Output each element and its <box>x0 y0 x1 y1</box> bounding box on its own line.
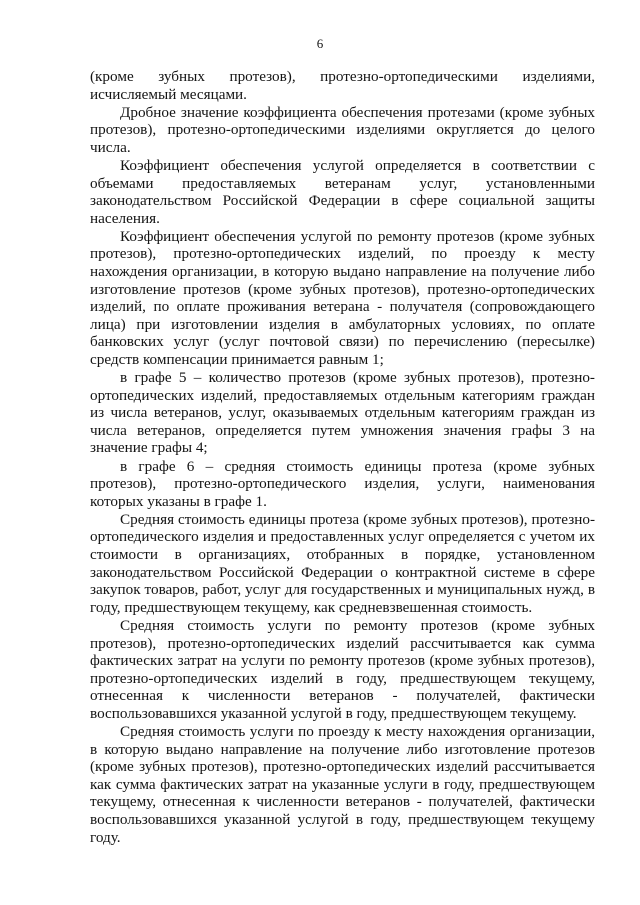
paragraph-continuation: (кроме зубных протезов), протезно-ортопедическими изделиями, исчисляемый месяцами. <box>90 68 595 103</box>
page-number: 6 <box>316 36 324 51</box>
paragraph: Коэффициент обеспечения услугой определяется в соответствии с объемами предоставляемых ветеранам услуг, установленными законодательством Российской Федерации в сфере социальной защиты населения. <box>90 156 595 227</box>
document-body <box>90 68 595 847</box>
paragraph: Дробное значение коэффициента обеспечения протезами (кроме зубных протезов), протезно-ортопедическими изделиями округляется до целого числа. <box>90 103 595 156</box>
paragraph: Коэффициент обеспечения услугой по ремонту протезов (кроме зубных протезов), протезно-ортопедических изделий, по проезду к месту нахождения организации, в которую выдано направление на получение либо изготовление протезов (кроме зубных протезов), протезно-ортопедических изделий, по оплате проживания ветерана - получателя (сопровождающего лица) при изготовлении изделия в амбулаторных условиях, по оплате банковских услуг (услуг почтовой связи) по перечислению (пересылке) средств компенсации принимается равным 1; <box>90 227 595 368</box>
paragraph: Средняя стоимость услуги по ремонту протезов (кроме зубных протезов), протезно-ортопедических изделий рассчитывается как сумма фактических затрат на услуги по ремонту протезов (кроме зубных протезов), протезно-ортопедических изделий в году, предшествующем текущему, отнесенная к численности ветеранов - получателей, фактически воспользовавшихся указанной услугой в году, предшествующем текущему. <box>90 616 595 722</box>
paragraph: в графе 6 – средняя стоимость единицы протеза (кроме зубных протезов), протезно-ортопедического изделия, услуги, наименования которых указаны в графе 1. <box>90 457 595 510</box>
paragraph: Средняя стоимость услуги по проезду к месту нахождения организации, в которую выдано направление на получение либо изготовление протезов (кроме зубных протезов), протезно-ортопедических изделий рассчитывается как сумма фактических затрат на указанные услуги в году, предшествующем текущему, отнесенная к численности ветеранов - получателей, фактически воспользовавшихся указанной услугой в году, предшествующем текущему году. <box>90 722 595 846</box>
paragraph: в графе 5 – количество протезов (кроме зубных протезов), протезно-ортопедических изделий, предоставляемых отдельным категориям граждан из числа ветеранов, услуг, оказываемых отдельным категориям граждан из числа ветеранов, определяется путем умножения значения графы 3 на значение графы 4; <box>90 369 595 457</box>
paragraph: Средняя стоимость единицы протеза (кроме зубных протезов), протезно-ортопедического изделия и предоставленных услуг определяется с учетом их стоимости в организациях, отобранных в порядке, установленном законодательством Российской Федерации о контрактной системе в сфере закупок товаров, работ, услуг для государственных и муниципальных нужд, в году, предшествующем текущему, как средневзвешенная стоимость. <box>90 510 595 616</box>
